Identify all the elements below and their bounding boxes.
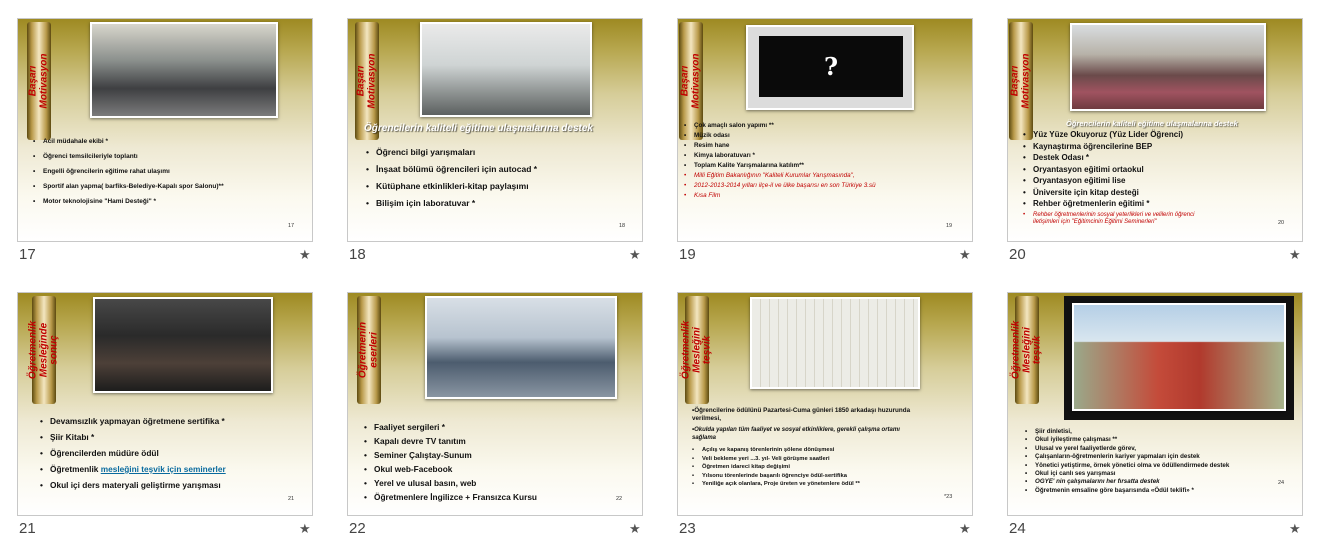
bullet-item: • Kütüphane etkinlikleri-kitap paylaşımı xyxy=(376,181,537,191)
pillar-text: Başarı Motivasyon xyxy=(1009,53,1031,109)
bullet-item: • Şiir Kitabı * xyxy=(50,432,226,442)
page-number-label: 18 xyxy=(619,223,626,229)
pillar-text: Öğretmenlik Mesleğinde sonuç xyxy=(27,320,60,380)
title-pillar xyxy=(1010,296,1043,404)
slide-thumbnail-20[interactable] xyxy=(1007,18,1329,288)
photo-frame xyxy=(1064,296,1294,420)
seminar-link[interactable]: mesleğini teşvik için seminerler xyxy=(100,464,226,474)
bullet-item: • Öğrenci bilgi yarışmaları xyxy=(376,147,537,157)
bullet-item: • Engelli öğrencilerin eğitime rahat ulaşımı xyxy=(43,168,224,175)
pillar-text: Başarı Motivasyon xyxy=(355,53,377,109)
slide-thumbnail-21[interactable] xyxy=(17,292,347,550)
bullet-item: • Sportif alan yapma( barfiks-Belediye-Kapalı spor Salonu)** xyxy=(43,183,224,190)
bullet-list xyxy=(43,138,224,205)
slide-number: 21 xyxy=(19,520,36,537)
pillar-text: Öğretmenlik Mesleğini teşvik xyxy=(1010,320,1043,380)
bullet-item: • Yüz Yüze Okuyoruz (Yüz Lider Öğrenci) xyxy=(1033,129,1183,141)
slide-thumbnail-19[interactable] xyxy=(677,18,1007,288)
bullet-item: • Oryantasyon eğitimi lise xyxy=(1033,175,1183,187)
bullet-item: • Veli bekleme yeri ...3. yıl- Veli görüşme saatleri xyxy=(702,455,860,464)
slide-preview[interactable] xyxy=(1007,292,1303,516)
bullet-list xyxy=(694,122,876,199)
bullet-item: • Yeniliğe açık olanlara, Proje üreten ve yönetenlere ödül ** xyxy=(702,480,860,489)
slide-preview[interactable] xyxy=(1007,18,1303,242)
slide-photo xyxy=(93,297,273,393)
bullet-item: • Kaynaştırma öğrencilerine BEP xyxy=(1033,141,1183,153)
star-icon[interactable]: ★ xyxy=(299,247,311,262)
bullet-item: • İnşaat bölümü öğrencileri için autocad * xyxy=(376,164,537,174)
slide-preview[interactable] xyxy=(677,18,973,242)
bullet-item: • Müzik odası xyxy=(694,132,876,139)
slide-thumbnail-18[interactable] xyxy=(347,18,677,288)
slide-preview[interactable] xyxy=(17,292,313,516)
bullet-item-highlight: • Rehber öğretmenlerinin sosyal yeterlikleri ve velilerin öğrenci xyxy=(1033,212,1194,219)
bullet-item: • Okul içi canlı ses yarışması xyxy=(1035,470,1229,478)
bullet-list xyxy=(702,446,860,489)
bullet-item: • Şiir dinletisi, xyxy=(1035,428,1229,436)
slide-number: 18 xyxy=(349,246,366,263)
slide-preview[interactable] xyxy=(17,18,313,242)
bullet-item: • Oryantasyon eğitimi ortaokul xyxy=(1033,164,1183,176)
bullet-list xyxy=(374,422,537,502)
bullet-list xyxy=(1035,428,1229,495)
slide-number: 24 xyxy=(1009,520,1026,537)
bullet-item-highlight: • 2012-2013-2014 yılları ilçe-il ve ülke başarısı en son Türkiye 3.sü xyxy=(694,182,876,189)
bullet-item: • Devamsızlık yapmayan öğretmene sertifika * xyxy=(50,416,226,426)
title-pillar xyxy=(357,296,381,404)
slide-photo xyxy=(90,22,278,118)
slide-title: Öğrencilerin kaliteli eğitime ulaşmalarına destek xyxy=(364,123,593,134)
bullet-item: • Yerel ve ulusal basın, web xyxy=(374,478,537,488)
star-icon[interactable]: ★ xyxy=(959,521,971,536)
slide-photo xyxy=(420,22,592,117)
bullet-list xyxy=(376,147,537,208)
slide-photo xyxy=(750,297,920,389)
bullet-item: • Seminer Çalıştay-Sunum xyxy=(374,450,537,460)
title-pillar xyxy=(680,296,713,404)
star-icon[interactable]: ★ xyxy=(1289,247,1301,262)
bullet-item: • Faaliyet sergileri * xyxy=(374,422,537,432)
bullet-item: • Destek Odası * xyxy=(1033,152,1183,164)
star-icon[interactable]: ★ xyxy=(629,521,641,536)
bullet-item: • Toplam Kalite Yarışmalarına katılım** xyxy=(694,162,876,169)
slide-text: verilmesi, xyxy=(692,415,722,422)
bullet-item: • Açılış ve kapanış törenlerinin şölene dönüşmesi xyxy=(702,446,860,455)
bullet-item: • Acil müdahale ekibi * xyxy=(43,138,224,145)
title-pillar xyxy=(27,296,60,404)
slide-text-italic: •Okulda yapılan tüm faaliyet ve sosyal etkinliklere, gerekli çalışma ortamı xyxy=(692,427,900,433)
bullet-item: • Çok amaçlı salon yapımı ** xyxy=(694,122,876,129)
star-icon[interactable]: ★ xyxy=(629,247,641,262)
slide-number: 17 xyxy=(19,246,36,263)
title-pillar xyxy=(27,22,51,140)
slide-photo xyxy=(425,296,617,399)
bullet-item: • Okul iyileştirme çalışması ** xyxy=(1035,436,1229,444)
bullet-item: • Rehber öğretmenlerin eğitimi * xyxy=(1033,198,1183,210)
slide-thumbnail-24[interactable] xyxy=(1007,292,1329,550)
slide-preview[interactable] xyxy=(347,18,643,242)
bullet-item xyxy=(50,464,226,474)
bullet-list xyxy=(1033,129,1183,210)
bullet-item: • Yönetici yetiştirme, örnek yönetici olma ve ödüllendirmede destek xyxy=(1035,462,1229,470)
pillar-text: Başarı Motivasyon xyxy=(679,53,701,109)
slide-title: Öğrencilerin kaliteli eğitime ulaşmalarına destek xyxy=(1066,119,1238,128)
bullet-item: • Öğretmenin emsaline göre başarısında «Ödül teklifi» * xyxy=(1035,487,1229,495)
star-icon[interactable]: ★ xyxy=(299,521,311,536)
highlight-continuation: iletişimleri için "Eğitimcinin Eğitimi Seminerleri" xyxy=(1033,219,1157,225)
page-number-label: 19 xyxy=(946,223,953,229)
slide-photo xyxy=(1072,303,1286,411)
slide-number: 19 xyxy=(679,246,696,263)
slide-thumbnail-23[interactable] xyxy=(677,292,1007,550)
slide-photo xyxy=(746,25,914,110)
pillar-text: Başarı Motivasyon xyxy=(27,53,49,109)
star-icon[interactable]: ★ xyxy=(959,247,971,262)
bullet-item: • Çalışanların-öğretmenlerin kariyer yapmaları için destek xyxy=(1035,453,1229,461)
page-number-label: 24 xyxy=(1278,480,1285,486)
slide-preview[interactable] xyxy=(677,292,973,516)
bullet-item: • Öğretmen idareci kitap değişimi xyxy=(702,463,860,472)
bullet-prefix: Öğretmenlik xyxy=(50,464,101,474)
slide-text-italic: sağlama xyxy=(692,435,717,441)
bullet-item: • Öğrenci temsilcileriyle toplantı xyxy=(43,153,224,160)
page-number-label: *23 xyxy=(944,494,953,500)
bullet-item-highlight: • Kısa Film xyxy=(694,192,876,199)
bullet-item: • Ulusal ve yerel faaliyetlerde görev, xyxy=(1035,445,1229,453)
bullet-item: • Yılsonu törenlerinde başarılı öğrenciye ödül-sertifika xyxy=(702,472,860,481)
bullet-item: • Kapalı devre TV tanıtım xyxy=(374,436,537,446)
bullet-item: • Bilişim için laboratuvar * xyxy=(376,198,537,208)
bullet-item: • Kimya laboratuvarı * xyxy=(694,152,876,159)
bullet-item: • Üniversite için kitap desteği xyxy=(1033,187,1183,199)
bullet-list-highlight xyxy=(1033,212,1194,219)
bullet-item: • Resim hane xyxy=(694,142,876,149)
page-number-label: 22 xyxy=(616,496,623,502)
slide-photo xyxy=(1070,23,1266,111)
bullet-item: • Motor teknolojisine "Hami Desteği" * xyxy=(43,198,224,205)
bullet-item: • OGYE' nin çalışmalarını her fırsatta destek xyxy=(1035,478,1229,486)
slide-thumbnail-17[interactable] xyxy=(17,18,347,288)
slide-text: •Öğrencilerine ödülünü Pazartesi-Cuma günleri 1850 arkadaşı huzurunda xyxy=(692,407,911,414)
page-number-label: 21 xyxy=(288,496,295,502)
bullet-item: • Okul içi ders materyali geliştirme yarışması xyxy=(50,480,226,490)
page-number-label: 20 xyxy=(1278,220,1285,226)
bullet-item: • Öğretmenlere İngilizce + Fransızca Kursu xyxy=(374,492,537,502)
pillar-text: Öğretmenlik Mesleğini teşvik xyxy=(680,320,713,380)
slide-number: 23 xyxy=(679,520,696,537)
page-number-label: 17 xyxy=(288,223,295,229)
bullet-list xyxy=(50,416,226,490)
question-mark-image: ? xyxy=(759,36,903,97)
pillar-text: Öğretmenin eserleri xyxy=(357,321,379,379)
title-pillar xyxy=(1009,22,1033,140)
bullet-item-highlight: • Milli Eğitim Bakanlığının "Kaliteli Kurumlar Yarışmasında", xyxy=(694,172,876,179)
slide-number: 22 xyxy=(349,520,366,537)
slide-thumbnail-22[interactable] xyxy=(347,292,677,550)
bullet-item: • Öğrencilerden müdüre ödül xyxy=(50,448,226,458)
slide-number: 20 xyxy=(1009,246,1026,263)
bullet-item: • Okul web-Facebook xyxy=(374,464,537,474)
star-icon[interactable]: ★ xyxy=(1289,521,1301,536)
slide-preview[interactable] xyxy=(347,292,643,516)
